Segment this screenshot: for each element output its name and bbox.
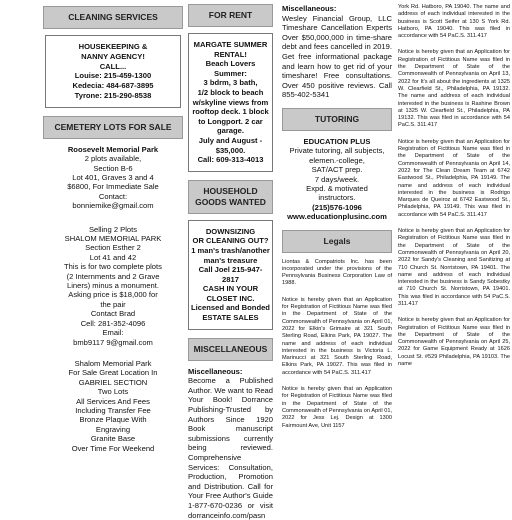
housekeeping-ad: HOUSEKEEPING & NANNY AGENCY! CALL... Louise: 215-459-1300 Kedecia: 484-687-3895 Tyrone: 215-290-8538 (45, 35, 181, 108)
cemetery-lots-header: CEMETERY LOTS FOR SALE (43, 116, 183, 139)
column-4 (398, 0, 510, 512)
wesley-ad: Miscellaneous: Wesley Financial Group, LLC Timeshare Cancellation Experts Over $50,000,000 in time-share debt and fees cancelled in 2019. Get free informational package and learn how to get rid of your timeshare! Free consultations. Over 450 positive reviews. Call 855-402-5341 (282, 4, 392, 100)
downsizing-ad: DOWNSIZING OR CLEANING OUT? 1 man's trash/another man's treasure Call Joel 215-947- 2817 CASH IN YOUR CLOSET INC. Licensed and Bonded ESTATE SALES (188, 220, 273, 330)
legals-header: Legals (282, 230, 392, 253)
legal-notice: Liontas & Compatriots Inc. has been incorporated under the provisions of the Pennsylvania Business Corporation Law of 1988. (282, 258, 392, 287)
margate-rental-ad: MARGATE SUMMER RENTAL! Beach Lovers Summer: 3 bdrm, 3 bath, 1/2 block to beach w/skyline views from rooftop deck. 1 block to Longport. 2 car garage. July and August - $35,000. Call: 609-313-4013 (188, 33, 273, 172)
legal-notice: Notice is hereby given that an Application for Registration of Fictitious Name was filed in the Department of State of the Commonwealth of Pennsylvania on April 14, 2022 for The Clean Dream Team at 6742 Eastwood St., Philadelphia, PA 19149. The name and address of each individual interested in the business is Rodrigo Marques de Queiroz at 6742 Eastwood St., Philadelphia, PA 19149. This was filed in accordance with 54 PaC.S. 311.417 (398, 138, 510, 218)
education-plus-ad: EDUCATION PLUS Private tutoring, all subjects, elemen.-college, SAT/ACT prep. 7 days/week. Expd. & motivated instructors. (215)576-1096 www.educationplusinc.com (287, 136, 387, 222)
legal-notice: Notice is hereby given that an Application for Registration of Fictitious Name was filed in the Department of State of the Commonwealth of Pennsylvania on April 13, 2022 for It's all about the ingredients at 1325 W. Clearfield St., Philadelphia, PA 19132. The name and address of each individual interested in the business is Rashine Brown at 1325 W. Clearfield St., Philadelphia, PA 19132. This was filed in accordance with 54 PaC.S. 311.417 (398, 49, 510, 129)
column-3 (282, 0, 392, 512)
legal-notice: Notice is hereby given that an Application for Registration of Fictitious Name was filed in the Department of State of the Commonwealth of Pennsylvania on April 25, 2022 for Game Equipment Ready at 1626 Locust St. #529 Philadelphia, PA 19103. The name (398, 317, 510, 368)
shalom-gabriel-ad: Shalom Memorial Park For Sale Great Location In GABRIEL SECTION Two Lots All Services And Fees Including Transfer Fee Bronze Plaque With Engraving Granite Base Over Time For Weekend (68, 358, 158, 453)
miscellaneous-header: MISCELLANEOUS (188, 338, 273, 361)
column-1 (43, 0, 183, 512)
tutoring-header: TUTORING (282, 108, 392, 131)
dorrance-ad: Miscellaneous: Become a Published Author. We want to Read Your Book! Dorrance Publishing-Trusted by Authors Since 1920 Book manuscript submissions currently being reviewed. Comprehensive Services: Consultation, Production, Promotion and Distribution. Call for Your Free Author's Guide 1-877-670-0236 or visit dorranceinfo.com/pasn (188, 366, 273, 520)
legal-notice: Notice is hereby given that an Application for Registration of Fictitious Name was filed in the Department of State of the Commonwealth of Pennsylvania on April 01, 2022 for Jess Lej. Design at 1300 Fairmount Ave, Unit 1157 (282, 386, 392, 429)
legal-notice: Notice is hereby given that an Application for Registration of Fictitious Name was filed in the Department of State of the Commonwealth of Pennsylvania on April 01, 2022 for Elkin's Grimaire at 321 South Sterling Road, Elkins Park, PA 19027. The name and address of each individual interested in the business is Victoria L. Marinucci at 321 South Sterling Road, Elkins Park, PA 19027. This was filed in accordance with 54 PaC.S. 311.417 (282, 296, 392, 376)
roosevelt-ad: Roosevelt Memorial Park 2 plots available, Section B-6 Lot 401, Graves 3 and 4 $6800, For Immediate Sale Contact: bonniemike@gmail.com (67, 144, 159, 211)
household-goods-header: HOUSEHOLD GOODS WANTED (188, 180, 273, 214)
legal-notice: York Rd. Hatboro, PA 19040. The name and address of each individual interested in the business is Scott Seifer at 130 S York Rd. Hatboro, PA 19040. This was filed in accordance with 54 PaC.S. 311.417 (398, 4, 510, 40)
for-rent-header: FOR RENT (188, 4, 273, 27)
cleaning-services-header: CLEANING SERVICES (43, 6, 183, 29)
legal-notice: Notice is hereby given that an Application for Registration of Fictitious Name was filed in the Department of State of the Commonwealth of Pennsylvania on April 20, 2022 for Sandy's Cleaning and Sanitizing at 710 Church St. Norristown, PA 19401. The name and address of each individual interested in the business is Sandy Sobestky at 710 Church St. Norristown, PA 19401. This was filed in accordance with 54 PaC.S. 311.417 (398, 228, 510, 307)
column-2 (188, 0, 273, 520)
shalom-plots-ad: Selling 2 Plots SHALOM MEMORIAL PARK Section Esther 2 Lot 41 and 42 This is for two complete plots (2 Internments and 2 Grave Liners) minus a monument. Asking price is $18,000 for the pair Contact Brad Cell: 281-352-4096 Email: bmb9117 9@gmail.com (64, 224, 162, 347)
